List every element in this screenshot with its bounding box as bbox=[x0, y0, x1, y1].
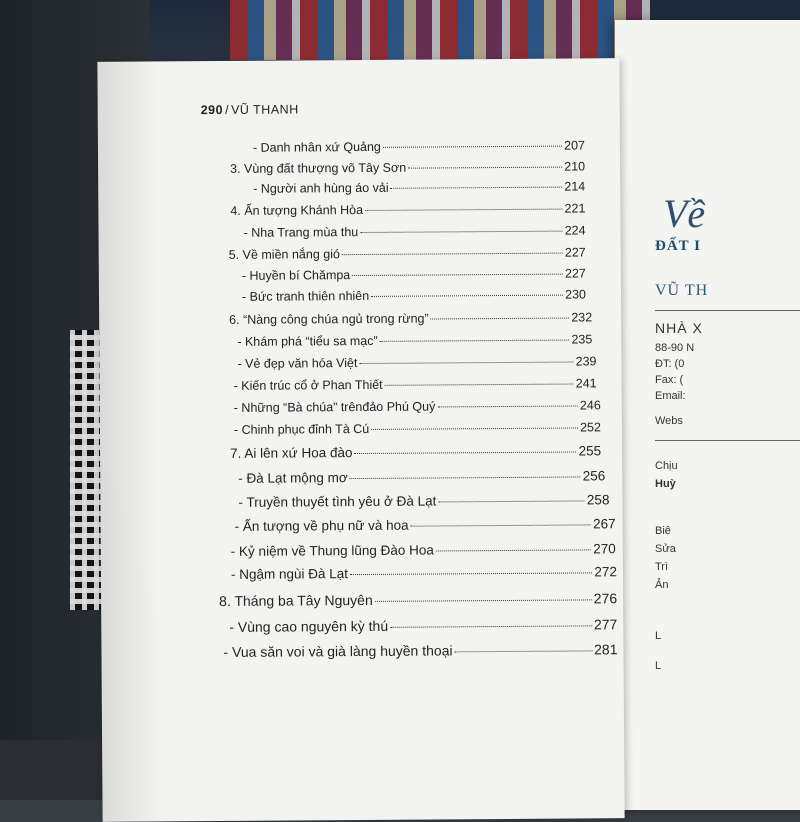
toc-entry-title: - Vẻ đẹp văn hóa Việt bbox=[237, 356, 358, 371]
toc-entry-title: - Ấn tượng về phụ nữ và hoa bbox=[234, 517, 409, 534]
toc-leader-dots bbox=[350, 476, 581, 479]
right-book-footer-line: L bbox=[655, 630, 662, 642]
toc-entry-title: - Ngậm ngùi Đà Lạt bbox=[230, 566, 349, 582]
toc-leader-dots bbox=[352, 274, 563, 276]
toc-entry bbox=[244, 223, 586, 239]
toc-leader-dots bbox=[342, 253, 563, 256]
toc-entry-title: 8. Tháng ba Tây Nguyên bbox=[219, 591, 373, 609]
toc-entry-page: 230 bbox=[565, 287, 587, 302]
toc-entry bbox=[229, 310, 592, 327]
toc-entry-page: 221 bbox=[564, 201, 586, 216]
toc-entry bbox=[231, 564, 617, 582]
toc-entry bbox=[234, 398, 601, 415]
header-author: VŨ THANH bbox=[230, 102, 299, 117]
toc-entry-page: 252 bbox=[580, 420, 601, 435]
toc-leader-dots bbox=[391, 187, 563, 189]
toc-entry bbox=[231, 541, 616, 559]
toc-entry-page: 241 bbox=[575, 376, 597, 391]
page-binding-shadow bbox=[97, 61, 162, 821]
toc-leader-dots bbox=[375, 599, 592, 602]
toc-leader-dots bbox=[371, 427, 578, 429]
toc-leader-dots bbox=[350, 572, 592, 575]
toc-entry-page: 207 bbox=[564, 138, 585, 153]
toc-entry-page: 270 bbox=[593, 541, 616, 557]
toc-entry-title: 7. Ai lên xứ Hoa đào bbox=[230, 445, 353, 461]
toc-leader-dots bbox=[408, 167, 562, 169]
toc-leader-dots bbox=[437, 405, 578, 407]
toc-entry-title: - Chinh phục đỉnh Tà Cú bbox=[233, 421, 370, 437]
toc-entry bbox=[253, 179, 585, 195]
right-book-website: Webs bbox=[655, 415, 683, 427]
toc-leader-dots bbox=[371, 295, 563, 297]
toc-entry-page: 239 bbox=[575, 354, 597, 369]
toc-entry bbox=[237, 332, 592, 348]
right-book-author: VŨ TH bbox=[655, 282, 709, 299]
right-book-editor: Biê bbox=[655, 525, 671, 537]
toc-page bbox=[97, 58, 624, 822]
toc-entry-page: 276 bbox=[593, 590, 618, 607]
toc-leader-dots bbox=[383, 146, 562, 148]
background-books bbox=[230, 0, 650, 60]
right-book-proofreader: Sửa bbox=[655, 543, 676, 555]
header-separator: / bbox=[225, 102, 230, 117]
toc-entry-page: 214 bbox=[564, 179, 586, 194]
toc-entry-title: - Khám phá “tiểu sa mạc” bbox=[237, 333, 378, 349]
right-book-fax: Fax: ( bbox=[655, 374, 684, 386]
toc-entry-page: 232 bbox=[571, 310, 593, 325]
toc-entry bbox=[229, 616, 617, 635]
page-header bbox=[201, 102, 299, 117]
toc-entry bbox=[234, 420, 601, 437]
toc-leader-dots bbox=[411, 524, 591, 526]
toc-entry-title: 5. Về miền nắng gió bbox=[228, 247, 340, 262]
toc-entry-title: 6. “Nàng công chúa ngủ trong rừng” bbox=[229, 311, 429, 327]
right-book-footer-line: L bbox=[655, 660, 662, 672]
toc-leader-dots bbox=[354, 451, 576, 454]
toc-entry-title: - Vua săn voi và già làng huyền thoại bbox=[223, 642, 453, 660]
toc-entry-page: 246 bbox=[579, 398, 601, 413]
toc-entry-page: 235 bbox=[571, 332, 593, 347]
toc-entry-page: 227 bbox=[564, 245, 586, 260]
toc-entry-page: 224 bbox=[564, 223, 586, 238]
right-book-responsible: Chịu bbox=[655, 460, 678, 472]
toc-leader-dots bbox=[359, 362, 573, 364]
toc-entry-page: 227 bbox=[564, 266, 586, 281]
right-book-address: 88-90 N bbox=[655, 342, 695, 354]
toc-entry-page: 281 bbox=[594, 641, 618, 658]
toc-entry-page: 255 bbox=[578, 443, 602, 459]
toc-entry bbox=[238, 492, 609, 510]
toc-entry-title: - Kỷ niệm về Thung lũng Đào Hoa bbox=[230, 542, 434, 559]
toc-entry bbox=[234, 376, 597, 393]
toc-leader-dots bbox=[365, 209, 563, 211]
toc-entry-title: - Kiến trúc cổ ở Phan Thiết bbox=[233, 377, 383, 393]
toc-leader-dots bbox=[438, 500, 585, 502]
toc-entry-title: 3. Vùng đất thượng võ Tây Sơn bbox=[230, 160, 407, 176]
right-book-rule bbox=[655, 310, 800, 311]
toc-entry bbox=[223, 641, 617, 660]
right-book-rule bbox=[655, 440, 800, 441]
right-book-photo: Ản bbox=[655, 579, 669, 591]
toc-entry-title: - Vùng cao nguyên kỳ thú bbox=[229, 617, 389, 635]
toc-entry bbox=[242, 266, 586, 282]
toc-entry-page: 267 bbox=[593, 516, 616, 532]
toc-entry bbox=[219, 590, 617, 609]
toc-entry-page: 272 bbox=[594, 564, 617, 580]
right-book-title: Về bbox=[663, 191, 706, 236]
toc-leader-dots bbox=[436, 549, 591, 551]
toc-entry-title: - Danh nhân xứ Quảng bbox=[252, 139, 381, 155]
toc-entry bbox=[253, 138, 585, 154]
toc-entry bbox=[230, 159, 585, 175]
toc-leader-dots bbox=[390, 625, 592, 627]
right-book-layout: Trì bbox=[655, 561, 669, 573]
toc-entry-title: - Truyền thuyết tình yêu ở Đà Lạt bbox=[238, 493, 437, 510]
toc-entry bbox=[238, 468, 605, 486]
right-book-page bbox=[615, 20, 800, 810]
toc-entry-title: - Người anh hùng áo vải bbox=[253, 180, 389, 196]
toc-entry-title: - Đà Lạt mộng mơ bbox=[238, 470, 348, 486]
toc-entry-title: - Huyền bí Chămpa bbox=[241, 268, 351, 283]
toc-leader-dots bbox=[431, 318, 570, 320]
right-book-subtitle: ĐẤT I bbox=[655, 238, 701, 254]
toc-entry bbox=[237, 354, 596, 371]
toc-entry-title: - Nha Trang mùa thu bbox=[243, 225, 359, 240]
toc-entry-page: 256 bbox=[582, 468, 606, 484]
toc-entry-page: 277 bbox=[593, 616, 618, 633]
toc-entry-page: 210 bbox=[564, 159, 586, 174]
toc-entry-page: 258 bbox=[586, 492, 610, 508]
toc-entry bbox=[229, 245, 586, 261]
toc-entry-title: - Những “Bà chúa” trênđảo Phú Quý bbox=[233, 399, 436, 415]
toc-leader-dots bbox=[360, 231, 562, 233]
right-book-publisher: NHÀ X bbox=[655, 320, 703, 336]
right-book-phone: ĐT: (0 bbox=[655, 358, 685, 370]
toc-entry bbox=[242, 287, 586, 303]
toc-entry bbox=[230, 443, 601, 461]
right-book-email: Email: bbox=[655, 390, 686, 402]
toc-entry-title: 4. Ấn tượng Khánh Hòa bbox=[230, 202, 364, 218]
toc-leader-dots bbox=[385, 384, 574, 386]
toc-leader-dots bbox=[380, 340, 570, 342]
page-number: 290 bbox=[200, 102, 224, 118]
right-book-responsible-name: Huỳ bbox=[655, 478, 676, 490]
toc-entry bbox=[235, 516, 616, 534]
toc-entry-title: - Bức tranh thiên nhiên bbox=[241, 288, 370, 304]
toc-entry bbox=[230, 201, 585, 217]
toc-leader-dots bbox=[455, 650, 593, 652]
